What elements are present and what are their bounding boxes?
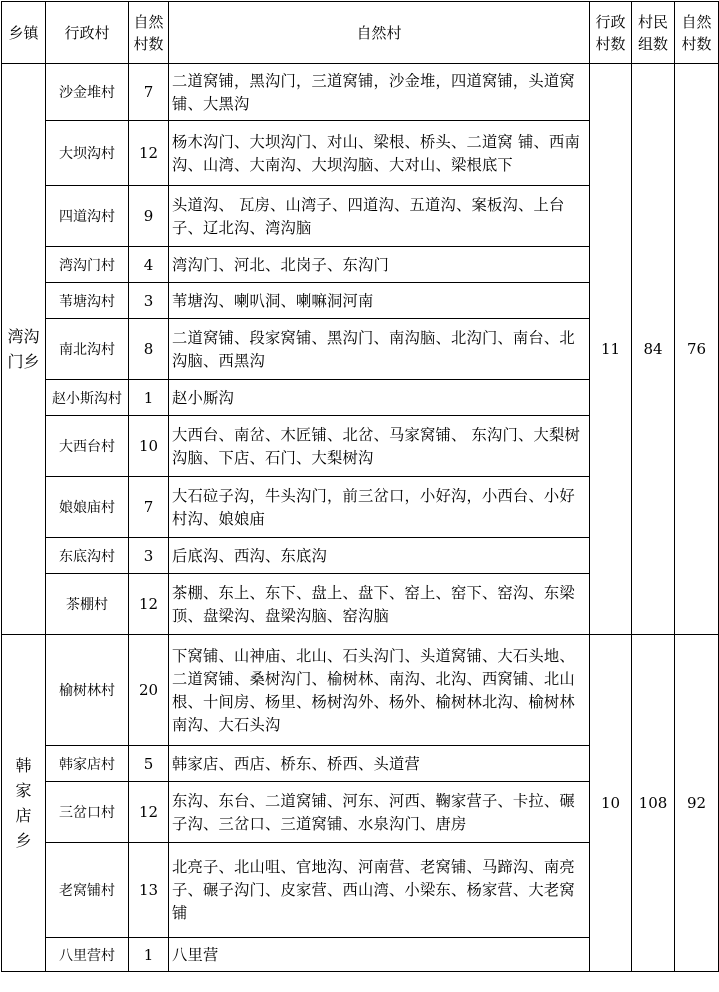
natural-villages-cell: 下窝铺、山神庙、北山、石头沟门、头道窝铺、大石头地、二道窝铺、桑树沟门、榆树林、南沟、北沟、西窝铺、北山根、十间房、杨里、杨树沟外、杨外、榆树林北沟、榆树林南沟、大石头沟 xyxy=(169,635,590,746)
natural-count-cell: 1 xyxy=(129,938,169,972)
natural-count-cell: 7 xyxy=(129,64,169,121)
natural-villages-cell: 茶棚、东上、东下、盘上、盘下、窑上、窑下、窑沟、东梁顶、盘梁沟、盘梁沟脑、窑沟脑 xyxy=(169,574,590,635)
natural-count-cell: 5 xyxy=(129,746,169,782)
natural-villages-cell: 头道沟、 瓦房、山湾子、四道沟、五道沟、案板沟、上台子、辽北沟、湾沟脑 xyxy=(169,186,590,247)
admin-village-cell: 赵小斯沟村 xyxy=(46,380,129,416)
admin-village-cell: 苇塘沟村 xyxy=(46,283,129,319)
admin-village-cell: 三岔口村 xyxy=(46,782,129,843)
natural-villages-cell: 赵小厮沟 xyxy=(169,380,590,416)
natural-villages-cell: 韩家店、西店、桥东、桥西、头道营 xyxy=(169,746,590,782)
town-cell: 湾沟门乡 xyxy=(2,64,46,635)
natural-villages-cell: 八里营 xyxy=(169,938,590,972)
natural-total-cell: 76 xyxy=(675,64,719,635)
groups-total-cell: 108 xyxy=(632,635,675,972)
natural-count-cell: 13 xyxy=(129,843,169,938)
admin-village-cell: 沙金堆村 xyxy=(46,64,129,121)
natural-villages-cell: 北亮子、北山咀、官地沟、河南营、老窝铺、马蹄沟、南亮子、碾子沟门、皮家营、西山湾、小梁东、杨家营、大老窝铺 xyxy=(169,843,590,938)
header-groups: 村民组数 xyxy=(632,2,675,64)
admin-village-cell: 四道沟村 xyxy=(46,186,129,247)
admin-village-cell: 茶棚村 xyxy=(46,574,129,635)
natural-count-cell: 3 xyxy=(129,283,169,319)
header-row xyxy=(2,2,719,64)
natural-count-cell: 12 xyxy=(129,574,169,635)
admin-village-cell: 八里营村 xyxy=(46,938,129,972)
admin-village-cell: 娘娘庙村 xyxy=(46,477,129,538)
natural-total-cell: 92 xyxy=(675,635,719,972)
admin-village-cell: 大西台村 xyxy=(46,416,129,477)
natural-count-cell: 4 xyxy=(129,247,169,283)
natural-count-cell: 1 xyxy=(129,380,169,416)
admin-village-cell: 榆树林村 xyxy=(46,635,129,746)
header-natural-villages: 自然村 xyxy=(169,2,590,64)
natural-villages-cell: 苇塘沟、喇叭洞、喇嘛洞河南 xyxy=(169,283,590,319)
admin-total-cell: 10 xyxy=(590,635,632,972)
village-table xyxy=(1,1,719,972)
header-town: 乡镇 xyxy=(2,2,46,64)
admin-village-cell: 韩家店村 xyxy=(46,746,129,782)
header-natural-count: 自然村数 xyxy=(129,2,169,64)
natural-villages-cell: 湾沟门、河北、北岗子、东沟门 xyxy=(169,247,590,283)
groups-total-cell: 84 xyxy=(632,64,675,635)
admin-village-cell: 东底沟村 xyxy=(46,538,129,574)
admin-village-cell: 湾沟门村 xyxy=(46,247,129,283)
natural-count-cell: 12 xyxy=(129,782,169,843)
natural-villages-cell: 大石砬子沟，牛头沟门，前三岔口，小好沟，小西台、小好村沟、娘娘庙 xyxy=(169,477,590,538)
header-admin-village: 行政村 xyxy=(46,2,129,64)
natural-villages-cell: 二道窝铺、段家窝铺、黑沟门、南沟脑、北沟门、南台、北沟脑、西黑沟 xyxy=(169,319,590,380)
natural-count-cell: 8 xyxy=(129,319,169,380)
natural-villages-cell: 后底沟、西沟、东底沟 xyxy=(169,538,590,574)
natural-villages-cell: 大西台、南岔、木匠铺、北岔、马家窝铺、 东沟门、大梨树沟脑、下店、石门、大梨树沟 xyxy=(169,416,590,477)
natural-count-cell: 20 xyxy=(129,635,169,746)
natural-count-cell: 12 xyxy=(129,121,169,186)
natural-villages-cell: 东沟、东台、二道窝铺、河东、河西、鞠家营子、卡拉、碾子沟、三岔口、三道窝铺、水泉沟门、唐房 xyxy=(169,782,590,843)
natural-count-cell: 3 xyxy=(129,538,169,574)
natural-count-cell: 9 xyxy=(129,186,169,247)
admin-total-cell: 11 xyxy=(590,64,632,635)
natural-villages-cell: 杨木沟门、大坝沟门、对山、梁根、桥头、二道窝 铺、西南沟、山湾、大南沟、大坝沟脑、大对山、梁根底下 xyxy=(169,121,590,186)
natural-count-cell: 7 xyxy=(129,477,169,538)
table-row xyxy=(2,635,719,746)
town-cell: 韩家店乡 xyxy=(2,635,46,972)
admin-village-cell: 南北沟村 xyxy=(46,319,129,380)
admin-village-cell: 老窝铺村 xyxy=(46,843,129,938)
table-row xyxy=(2,64,719,121)
header-natural-total: 自然村数 xyxy=(675,2,719,64)
natural-villages-cell: 二道窝铺，黑沟门，三道窝铺，沙金堆，四道窝铺，头道窝铺、大黑沟 xyxy=(169,64,590,121)
natural-count-cell: 10 xyxy=(129,416,169,477)
header-admin-count: 行政村数 xyxy=(590,2,632,64)
admin-village-cell: 大坝沟村 xyxy=(46,121,129,186)
